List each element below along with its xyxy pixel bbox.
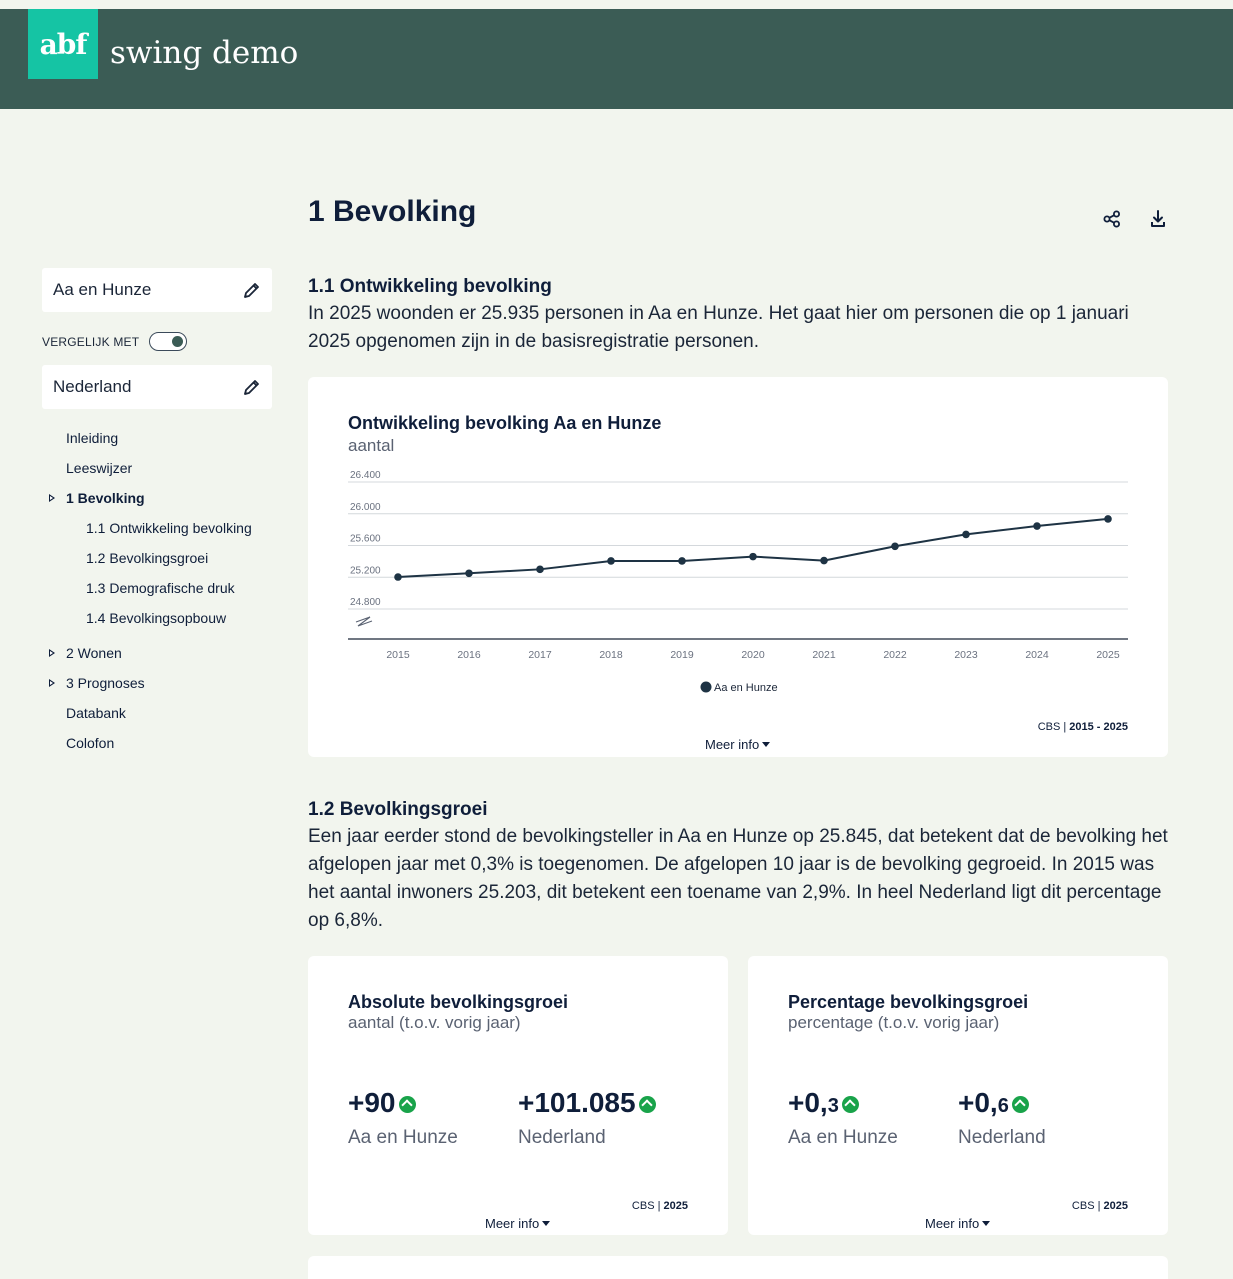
- page-actions: [1102, 209, 1168, 229]
- pencil-icon[interactable]: [242, 377, 262, 397]
- nav-item-leeswijzer[interactable]: [42, 453, 274, 483]
- caret-right-icon[interactable]: [49, 494, 55, 502]
- data-point: [1033, 522, 1041, 530]
- caret-right-icon[interactable]: [49, 649, 55, 657]
- data-point: [678, 557, 686, 565]
- arrow-up-icon: [639, 1096, 656, 1113]
- nav-item-inleiding[interactable]: [42, 423, 274, 453]
- meer-info-label: Meer info: [485, 1216, 540, 1231]
- y-tick-label: 26.000: [350, 501, 381, 513]
- kpi-card-percentage: [748, 956, 1168, 1235]
- share-icon[interactable]: [1102, 209, 1122, 229]
- meer-info-label: Meer info: [925, 1216, 980, 1231]
- compare-selector-label: Nederland: [53, 377, 132, 396]
- chart-card: [308, 377, 1168, 757]
- kpi-value-decimal: 6: [997, 1095, 1009, 1117]
- arrow-up-icon: [399, 1096, 416, 1113]
- kpi-value-text: +90: [348, 1087, 396, 1118]
- section-title: 1.2 Bevolkingsgroei: [308, 799, 488, 820]
- nav-label: Leeswijzer: [66, 460, 133, 476]
- region-selector-label: Aa en Hunze: [53, 280, 152, 299]
- nav-sub-item-demografische-druk[interactable]: [42, 573, 274, 603]
- nav-label: Inleiding: [66, 430, 119, 446]
- section-text: Een jaar eerder stond de bevolkingsteller in Aa en Hunze op 25.845, dat betekent dat de bevolking het afgelopen jaar met 0,3% is toegenomen. De afgelopen 10 jaar is de bevolking gegroeid. In 2015 was het aantal inwoners 25.203, dit betekent een toename van 2,9%. In heel Nederland ligt dit percentage op 6,8%.: [308, 826, 1168, 931]
- kpi-item: [348, 1087, 458, 1149]
- x-tick-label: 2021: [812, 649, 836, 661]
- meer-info-button[interactable]: [705, 737, 770, 752]
- region-selector[interactable]: [42, 268, 272, 312]
- kpi-card-title: Percentage bevolkingsgroei: [788, 992, 1029, 1012]
- chart-title: Ontwikkeling bevolking Aa en Hunze: [348, 413, 662, 433]
- download-icon[interactable]: [1148, 209, 1168, 229]
- nav-label: 1 Bevolking: [66, 490, 145, 506]
- source-period: 2015 - 2025: [1069, 721, 1128, 733]
- kpi-card-title: Absolute bevolkingsgroei: [348, 992, 569, 1012]
- kpi-value: [348, 1087, 458, 1119]
- data-point: [1104, 515, 1112, 523]
- y-tick-label: 24.800: [350, 597, 381, 608]
- caret-down-icon: [542, 1221, 550, 1226]
- section-text: In 2025 woonden er 25.935 personen in Aa en Hunze. Het gaat hier om personen die op 1 januari 2025 opgenomen zijn in de basisregistratie personen.: [308, 303, 1129, 352]
- x-tick-label: 2023: [954, 649, 978, 661]
- chart-source: [1038, 721, 1128, 733]
- data-point: [820, 557, 828, 565]
- data-point: [465, 569, 473, 577]
- nav-item-databank[interactable]: [42, 698, 274, 728]
- kpi-item: [958, 1087, 1046, 1149]
- kpi-value-decimal: 3: [827, 1095, 839, 1117]
- kpi-label: Aa en Hunze: [348, 1127, 458, 1148]
- caret-right-icon[interactable]: [49, 679, 55, 687]
- meer-info-label: Meer info: [705, 737, 760, 752]
- nav-sub-item-bevolkingsopbouw[interactable]: [42, 603, 274, 633]
- nav-label: 2 Wonen: [66, 645, 122, 661]
- meer-info-button[interactable]: [485, 1216, 550, 1231]
- kpi-value-text: +0,: [958, 1087, 998, 1118]
- caret-down-icon: [762, 742, 770, 747]
- kpi-card-absolute: [308, 956, 728, 1235]
- nav-label: Databank: [66, 705, 126, 721]
- kpi-value: [958, 1087, 1046, 1119]
- kpi-value: [518, 1087, 656, 1119]
- nav-label: 1.1 Ontwikkeling bevolking: [86, 520, 252, 536]
- data-point: [536, 566, 544, 574]
- legend-label: Aa en Hunze: [714, 682, 778, 694]
- kpi-source: [1072, 1200, 1128, 1212]
- sidebar: [42, 268, 274, 758]
- source-period: 2025: [1103, 1200, 1128, 1212]
- legend-marker: [701, 682, 712, 693]
- x-tick-label: 2018: [599, 649, 623, 661]
- kpi-source: [632, 1200, 688, 1212]
- section-title: 1.1 Ontwikkeling bevolking: [308, 276, 552, 297]
- kpi-label: Aa en Hunze: [788, 1127, 898, 1148]
- line-chart: [308, 377, 1168, 707]
- x-tick-label: 2024: [1025, 649, 1049, 661]
- data-point: [749, 553, 757, 561]
- compare-selector[interactable]: [42, 365, 272, 409]
- data-point: [962, 531, 970, 539]
- x-tick-label: 2019: [670, 649, 694, 661]
- nav-label: 3 Prognoses: [66, 675, 145, 691]
- nav-item-wonen[interactable]: [42, 638, 274, 668]
- kpi-card-subtitle: percentage (t.o.v. vorig jaar): [788, 1013, 1000, 1032]
- next-card: [308, 1256, 1168, 1279]
- y-tick-label: 25.600: [350, 533, 381, 545]
- abf-logo[interactable]: abf: [28, 9, 98, 79]
- kpi-label: Nederland: [518, 1127, 606, 1148]
- top-bar: [0, 9, 1233, 109]
- x-tick-label: 2016: [457, 649, 481, 661]
- compare-label: VERGELIJK MET: [42, 334, 140, 349]
- kpi-value-text: +101.085: [518, 1087, 636, 1118]
- kpi-card-subtitle: aantal (t.o.v. vorig jaar): [348, 1013, 521, 1032]
- compare-toggle[interactable]: [149, 332, 187, 351]
- nav-label: 1.3 Demografische druk: [86, 580, 235, 596]
- x-tick-label: 2025: [1096, 649, 1120, 661]
- chart-subtitle: aantal: [348, 436, 395, 455]
- pencil-icon[interactable]: [242, 280, 262, 300]
- page-title: 1 Bevolking: [308, 195, 477, 228]
- nav-label: Colofon: [66, 735, 115, 751]
- source-label: CBS |: [1071, 1200, 1101, 1212]
- source-label: CBS |: [631, 1200, 661, 1212]
- source-period: 2025: [663, 1200, 688, 1212]
- source-label: CBS |: [1037, 721, 1067, 733]
- nav-sub-item-bevolkingsgroei[interactable]: [42, 543, 274, 573]
- arrow-up-icon: [1012, 1096, 1029, 1113]
- nav-item-colofon[interactable]: [42, 728, 274, 758]
- nav-label: 1.4 Bevolkingsopbouw: [86, 610, 227, 626]
- data-point: [394, 573, 402, 581]
- nav-sub-item-ontwikkeling[interactable]: [42, 513, 274, 543]
- series-line: [398, 519, 1108, 577]
- axis-break-icon: [356, 617, 372, 626]
- main-content: [308, 195, 1168, 1231]
- app-name: swing demo: [110, 35, 299, 71]
- kpi-item: [518, 1087, 656, 1149]
- kpi-value: [788, 1087, 898, 1119]
- nav-item-prognoses[interactable]: [42, 668, 274, 698]
- kpi-item: [788, 1087, 898, 1149]
- arrow-up-icon: [842, 1096, 859, 1113]
- nav-label: 1.2 Bevolkingsgroei: [86, 550, 209, 566]
- x-tick-label: 2022: [883, 649, 907, 661]
- compare-toggle-row: [42, 332, 274, 351]
- x-tick-label: 2017: [528, 649, 552, 661]
- y-tick-label: 25.200: [350, 565, 381, 577]
- sidebar-nav: [42, 423, 274, 758]
- kpi-value-text: +0,: [788, 1087, 828, 1118]
- meer-info-button[interactable]: [925, 1216, 990, 1231]
- y-tick-label: 26.400: [350, 470, 381, 481]
- caret-down-icon: [982, 1221, 990, 1226]
- data-point: [607, 557, 615, 565]
- x-tick-label: 2020: [741, 649, 765, 661]
- nav-item-bevolking[interactable]: [42, 483, 274, 513]
- x-tick-label: 2015: [386, 649, 410, 661]
- kpi-label: Nederland: [958, 1127, 1046, 1148]
- data-point: [891, 542, 899, 550]
